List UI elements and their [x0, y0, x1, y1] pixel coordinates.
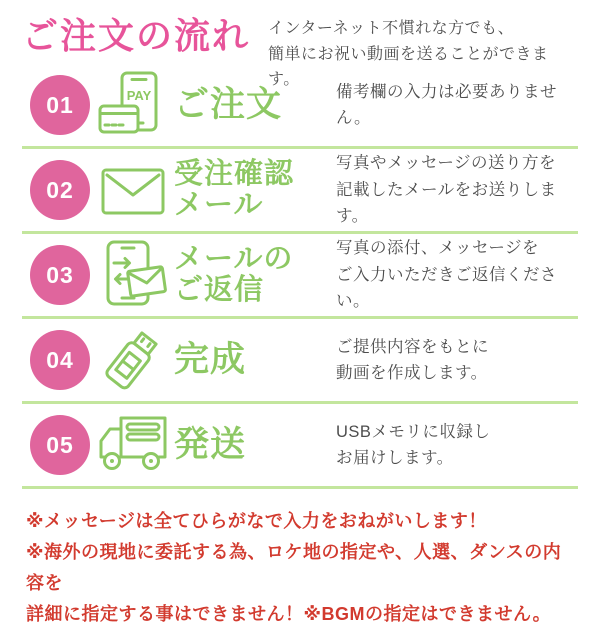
step-row-5	[22, 404, 578, 489]
step-row-4	[22, 319, 578, 404]
usb-memory-icon	[96, 323, 170, 397]
step-2-title-line2: メール	[174, 189, 264, 221]
step-3-desc-line2: ご入力いただきご返信ください。	[336, 265, 557, 311]
caution-notes	[22, 489, 578, 630]
step-5-number: 05	[46, 431, 74, 458]
step-2-desc-line2: 記載したメールをお送りします。	[336, 180, 557, 226]
step-4-title-line1: 完成	[174, 340, 247, 380]
header-subtitle-line2: 簡単にお祝い動画を送ることができます。	[268, 45, 549, 89]
pay-label: PAY	[126, 88, 152, 103]
step-3-description	[336, 235, 578, 314]
step-1-description	[336, 79, 578, 132]
step-3-desc-line1: 写真の添付、メッセージを	[336, 239, 540, 258]
step-3-title-line2: ご返信	[174, 274, 265, 306]
step-2-desc-line1: 写真やメッセージの送り方を	[336, 154, 557, 173]
step-3-number: 03	[46, 261, 74, 288]
caution-line2: ※海外の現地に委託する為、ロケ地の指定や、人選、ダンスの内容を	[26, 541, 562, 593]
header	[22, 0, 578, 89]
phone-mail-reply-icon	[96, 238, 170, 312]
step-row-3	[22, 234, 578, 319]
mail-icon	[96, 153, 170, 227]
caution-line1: ※メッセージは全てひらがなで入力をおねがいします！	[26, 511, 487, 531]
step-1-title	[174, 86, 336, 124]
step-4-description	[336, 334, 578, 387]
step-1-title-line1: ご注文	[174, 85, 283, 125]
step-5-desc-line1: USBメモリに収録し	[336, 422, 491, 441]
step-2-number: 02	[46, 176, 74, 203]
phone-pay-icon	[96, 68, 170, 142]
step-2-number-badge	[30, 160, 90, 220]
step-2-title-line1: 受注確認	[174, 157, 295, 190]
steps-list	[22, 64, 578, 489]
header-subtitle-line1: インターネット不慣れな方でも、	[268, 20, 515, 37]
step-3-title	[174, 244, 336, 307]
step-5-description	[336, 419, 578, 472]
step-3-title-line1: メールの	[174, 242, 294, 275]
step-4-desc-line2: 動画を作成します。	[336, 364, 488, 382]
step-5-title-line1: 発送	[174, 425, 247, 465]
step-3-number-badge	[30, 245, 90, 305]
step-1-desc-line1: 備考欄の入力は必要ありません。	[336, 82, 557, 127]
caution-line3: 詳細に指定する事はできません！※BGMの指定はできません。	[26, 603, 552, 624]
step-4-number: 04	[46, 346, 74, 373]
step-4-number-badge	[30, 330, 90, 390]
step-row-2	[22, 149, 578, 234]
step-5-title	[174, 426, 336, 464]
step-2-description	[336, 150, 578, 229]
step-1-number: 01	[46, 91, 74, 118]
step-2-title	[174, 159, 336, 222]
step-4-title	[174, 341, 336, 379]
step-5-desc-line2: お届けします。	[336, 449, 454, 467]
page-title: ご注文の流れ	[22, 15, 251, 56]
delivery-truck-icon	[96, 408, 170, 482]
step-1-number-badge	[30, 75, 90, 135]
step-4-desc-line1: ご提供内容をもとに	[336, 337, 489, 356]
step-5-number-badge	[30, 415, 90, 475]
